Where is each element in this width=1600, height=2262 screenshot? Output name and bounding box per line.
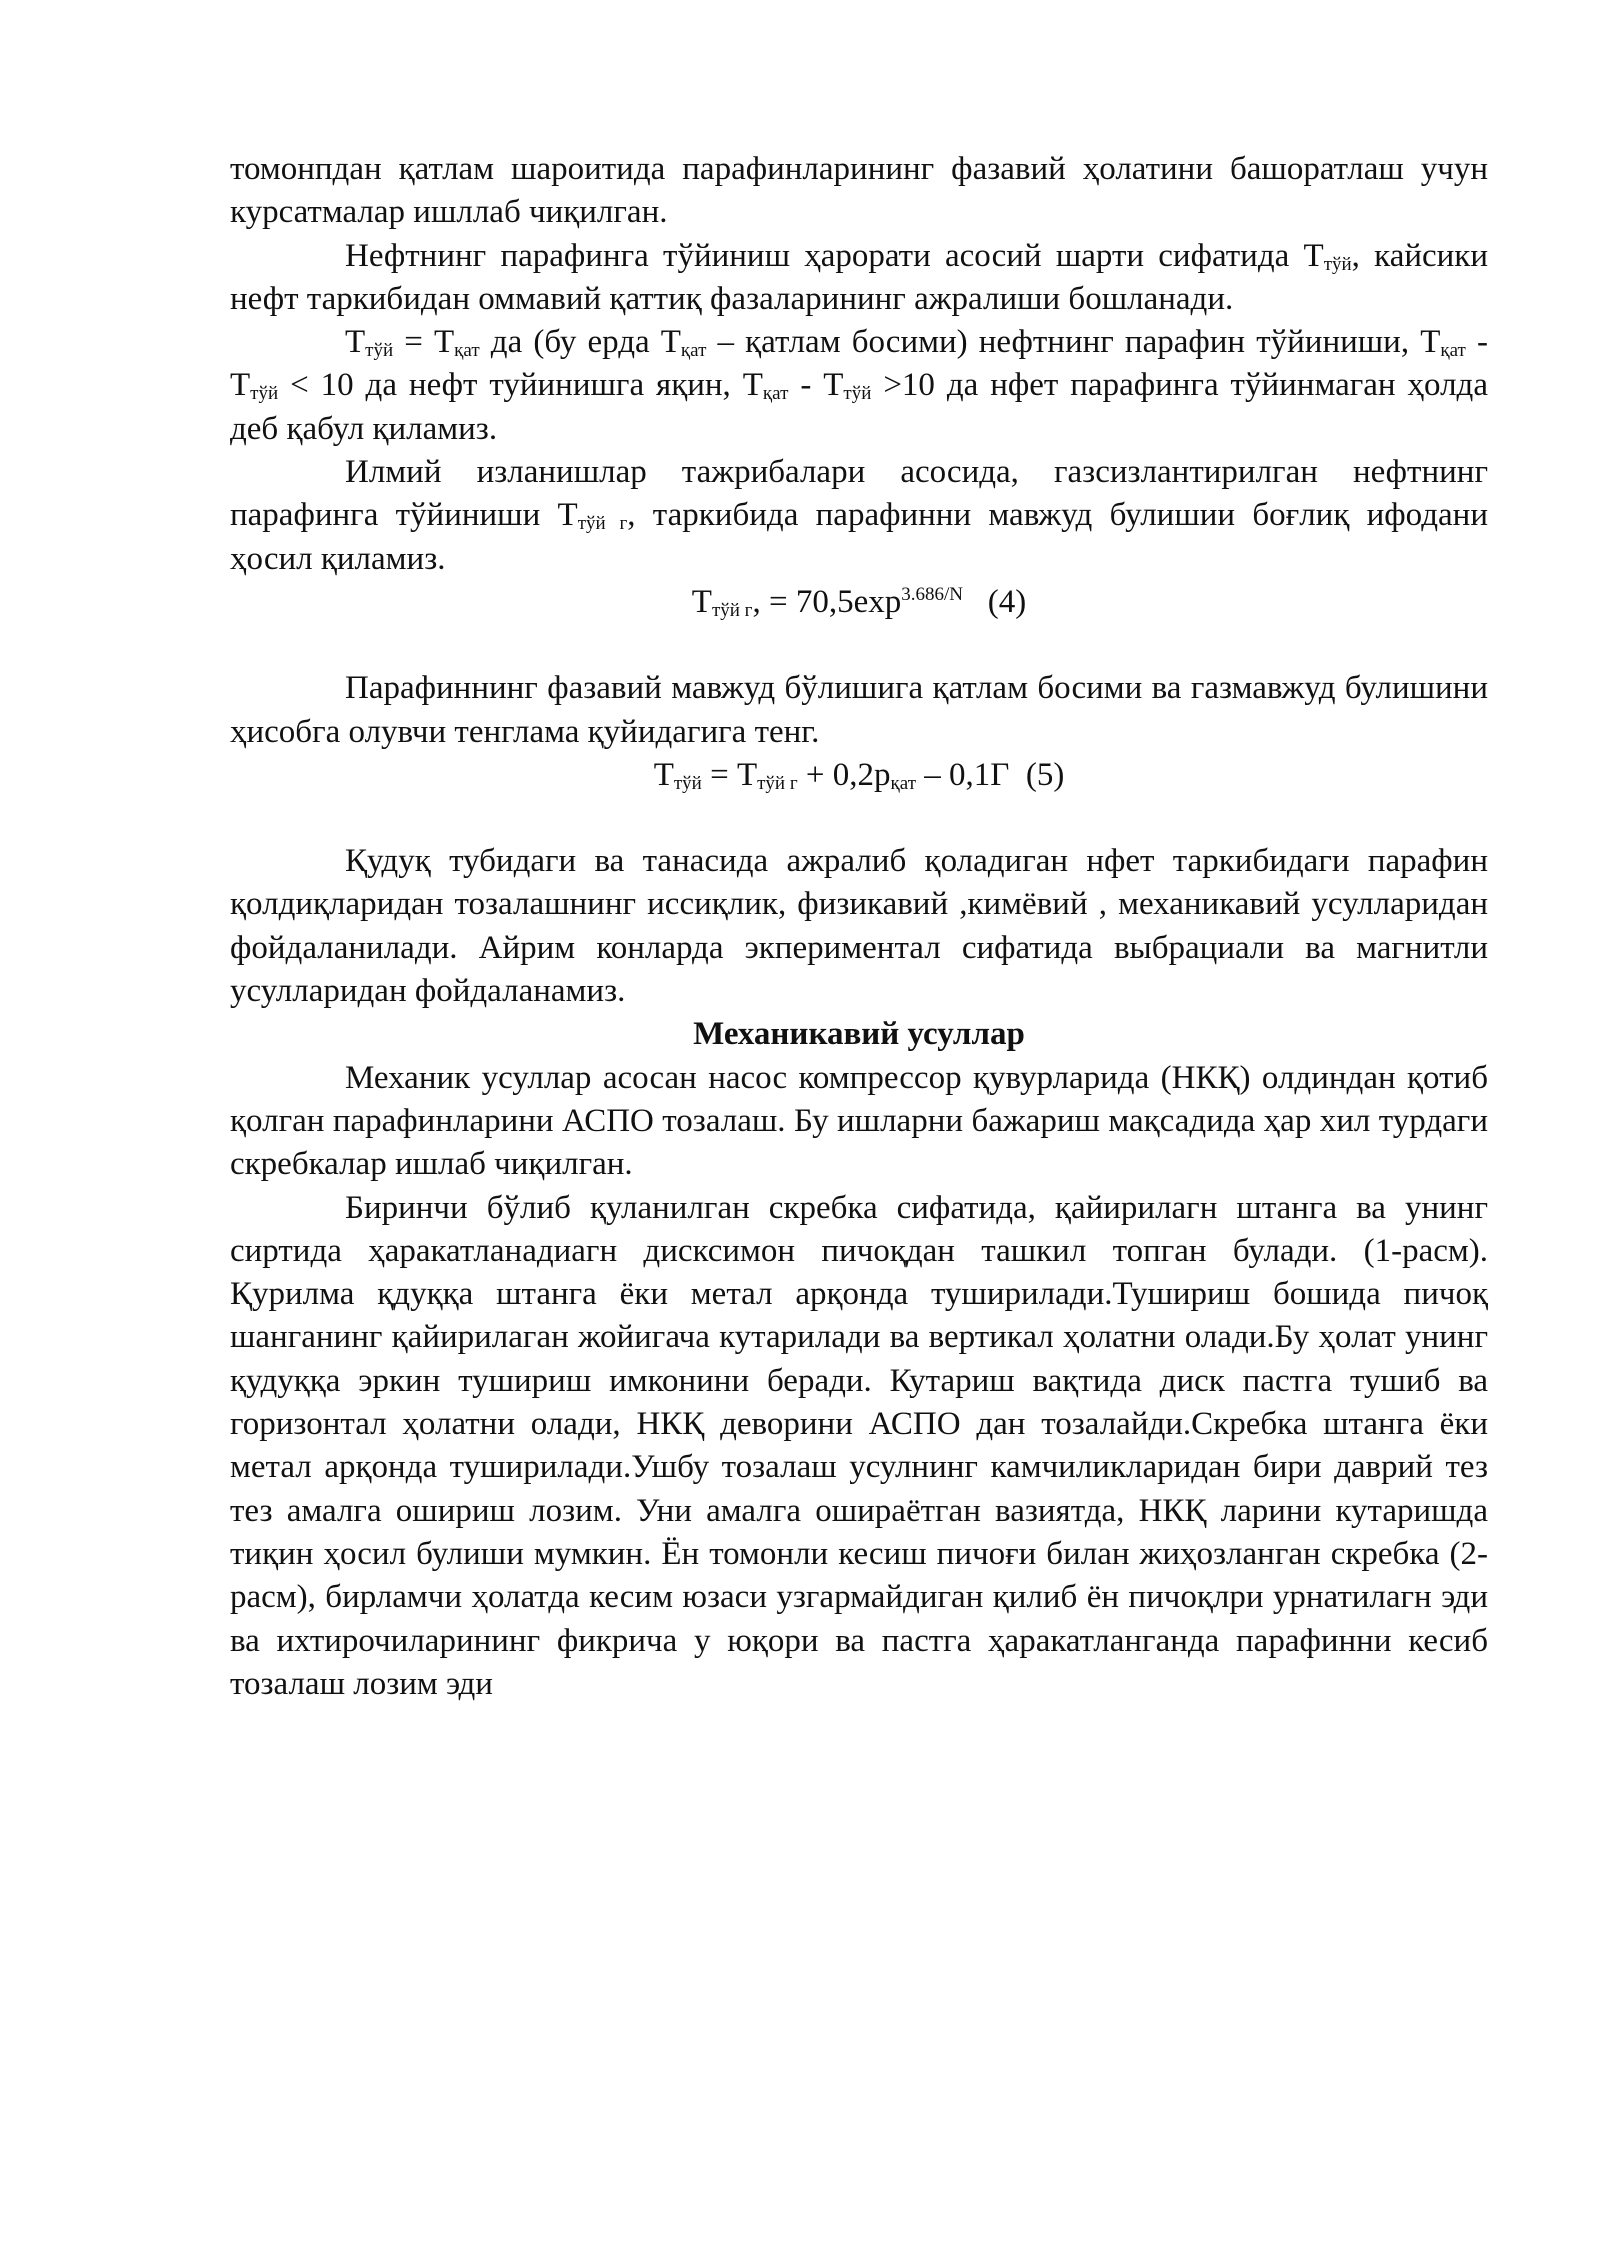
paragraph-2: Нефтнинг парафинга тўйиниш ҳарорати асосий шарти сифатида $T_{тўй}$, кайсики нефт таркибидан оммавий қаттиқ фазаларининг ажралиши бошланади. [230, 237, 1489, 317]
paragraph-5: Парафиннинг фазавий мавжуд бўлишига қатлам босими ва газмавжуд булишини ҳисобга олувчи тенглама қуйидагига тенг. [230, 670, 1488, 750]
paragraph-6: Қудуқ тубидаги ва танасида ажралиб қоладиган нфет таркибидаги парафин қолдиқларидан тозалашнинг иссиқлик, физикавий ,кимёвий , механикавий усулларидан фойдаланилади. Айрим конларда экпериментал сифатида выбрациали ва магнитли усулларидан фойдаланамиз. [230, 843, 1488, 1010]
paragraph-8: Биринчи бўлиб қуланилган скребка сифатида, қайирилагн штанга ва унинг сиртида ҳаракатланадиагн дисксимон пичоқдан ташкил топган булади. (1-расм). Қурилма қдуққа штанга ёки метал арқонда туширилади.Тушириш бошида пичоқ шанганинг қайирилаган жойигача кутарилади ва вертикал ҳолатни олади.Бу ҳолат унинг қудуққа эркин тушириш имконини беради. Кутариш вақтида диск пастга тушиб ва горизонтал ҳолатни олади, НКҚ деворини АСПО дан тозалайди.Скребка штанга ёки метал арқонда туширилади.Ушбу тозалаш усулнинг камчиликларидан бири даврий тез тез амалга ошириш лозим. Уни амалга ошираётган вазиятда, НКҚ ларини кутаришда тиқин ҳосил булиши мумкин. Ён томонли кесиш пичоғи билан жиҳозланган скребка (2-расм), бирламчи ҳолатда кесим юзаси узгармайдиган қилиб ён пичоқлри урнатилагн эди ва ихтирочиларининг фикрича у юқори ва пастга ҳаракатланганда парафинни кесиб тозалаш лозим эди [230, 1189, 1488, 1702]
document-page [230, 148, 1488, 1706]
paragraph-7: Механик усуллар асосан насос компрессор қувурларида (НКҚ) олдиндан қотиб қолган парафинларини АСПО тозалаш. Бу ишларни бажариш мақсадида ҳар хил турдаги скребкалар ишлаб чиқилган. [230, 1059, 1488, 1183]
formula-4: $T_{тўй г}$, = $70,5\exp^{3.686/N}$ (4) [691, 583, 1027, 621]
paragraph-1: томонпдан қатлам шароитида парафинларининг фазавий ҳолатини башоратлаш учун курсатмалар ишллаб чиқилган. [230, 151, 1488, 231]
section-heading: Механикавий усуллар [693, 1016, 1025, 1053]
paragraph-4: Илмий изланишлар тажрибалари асосида, газсизлантирилган нефтнинг парафинга тўйиниши $T_{тўй г}$, таркибида парафинни мавжуд булишии боғлиқ ифодани ҳосил қиламиз. [230, 454, 1488, 577]
paragraph-3: $T_{тўй} = T_{қат}$ да (бу ерда $T_{қат}$ – қатлам босими) нефтнинг парафин тўйиниши, $T_{қат} - T_{тўй} < 10$ да нефт туйинишга яқин, $T_{қат} - T_{тўй} >10$ да нфет парафинга тўйинмаган ҳолда деб қабул қиламиз. [230, 324, 1488, 447]
formula-5: $T_{тўй} = T_{тўй г} + 0,2p_{қат} - 0,1Г$ (5) [653, 756, 1065, 794]
